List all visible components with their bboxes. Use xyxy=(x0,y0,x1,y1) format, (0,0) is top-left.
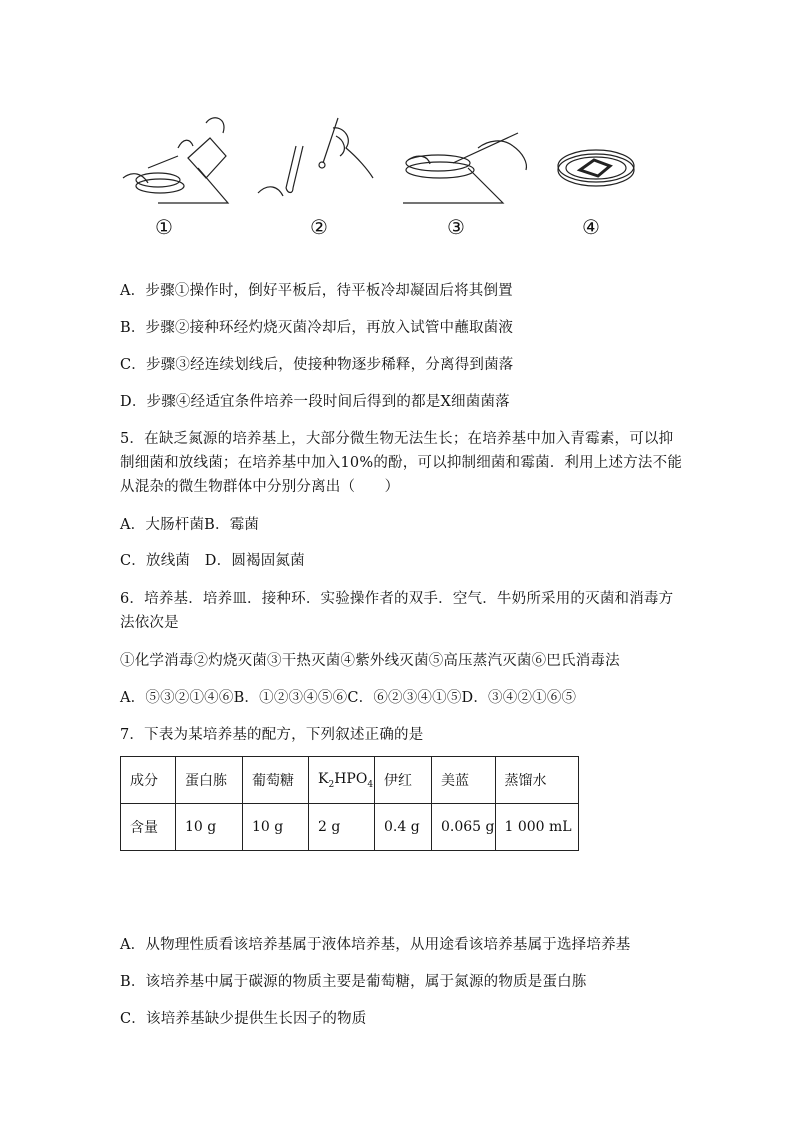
q6-methods: ①化学消毒②灼烧灭菌③干热灭菌④紫外线灭菌⑤高压蒸汽灭菌⑥巴氏消毒法 xyxy=(120,653,620,669)
q7-option-c: C．该培养基缺少提供生长因子的物质 xyxy=(120,1011,367,1027)
q5-stem-line-1: 5．在缺乏氮源的培养基上，大部分微生物无法生长；在培养基中加入青霉素，可以抑 xyxy=(120,431,674,447)
q7-option-a: A．从物理性质看该培养基属于液体培养基，从用途看该培养基属于选择培养基 xyxy=(120,937,631,953)
table-row xyxy=(121,757,579,804)
value-cell: 0.065 g xyxy=(432,804,496,851)
experiment-steps-figure xyxy=(118,108,658,243)
step-label-2: ② xyxy=(310,215,328,239)
q5-options-line-1: A．大肠杆菌B．霉菌 xyxy=(120,517,260,533)
value-cell: 10 g xyxy=(243,804,309,851)
q7-option-b: B．该培养基中属于碳源的物质主要是葡萄糖，属于氮源的物质是蛋白胨 xyxy=(120,974,587,990)
header-cell: 蛋白胨 xyxy=(176,757,243,804)
header-cell-k2hpo4: $K_2HPO_4$ xyxy=(309,757,375,804)
header-cell: 蒸馏水 xyxy=(495,757,578,804)
q4-option-d: D．步骤④经适宜条件培养一段时间后得到的都是X细菌菌落 xyxy=(120,394,510,410)
step1-pour-plate-drawing xyxy=(123,118,228,203)
header-cell: 美蓝 xyxy=(432,757,496,804)
step4-petri-dish-drawing xyxy=(558,150,634,186)
row-label-cell: 含量 xyxy=(121,804,176,851)
q5-stem-line-2: 制细菌和放线菌；在培养基中加入10%的酚，可以抑制细菌和霉菌．利用上述方法不能 xyxy=(120,455,683,471)
value-cell: 10 g xyxy=(176,804,243,851)
header-cell: 葡萄糖 xyxy=(243,757,309,804)
q5-stem-line-3: 从混杂的微生物群体中分别分离出（ ） xyxy=(120,479,400,495)
medium-recipe-table xyxy=(120,756,579,851)
table-row xyxy=(121,804,579,851)
q6-options: A．⑤③②①④⑥B．①②③④⑤⑥C．⑥②③④①⑤D．③④②①⑥⑤ xyxy=(120,690,577,706)
q5-options-line-2: C．放线菌 D．圆褐固氮菌 xyxy=(120,553,305,569)
step-label-3: ③ xyxy=(447,215,465,239)
value-cell: 1 000 mL xyxy=(495,804,578,851)
q7-stem: 7．下表为某培养基的配方，下列叙述正确的是 xyxy=(120,727,424,743)
steps-illustration xyxy=(118,108,658,213)
step-label-4: ④ xyxy=(582,215,600,239)
q4-option-c: C．步骤③经连续划线后，使接种物逐步稀释，分离得到菌落 xyxy=(120,357,514,373)
header-cell: 成分 xyxy=(121,757,176,804)
value-cell: 0.4 g xyxy=(375,804,432,851)
value-cell: 2 g xyxy=(309,804,375,851)
step3-streak-drawing xyxy=(403,133,526,203)
step-label-1: ① xyxy=(155,215,173,239)
header-cell: 伊红 xyxy=(375,757,432,804)
q6-stem-line-1: 6．培养基．培养皿．接种环．实验操作者的双手．空气．牛奶所采用的灭菌和消毒方 xyxy=(120,591,674,607)
step2-loop-and-tube-drawing xyxy=(258,118,373,196)
q4-option-b: B．步骤②接种环经灼烧灭菌冷却后，再放入试管中蘸取菌液 xyxy=(120,320,514,336)
q4-option-a: A．步骤①操作时，倒好平板后，待平板冷却凝固后将其倒置 xyxy=(120,283,513,299)
q6-stem-line-2: 法依次是 xyxy=(120,615,179,631)
